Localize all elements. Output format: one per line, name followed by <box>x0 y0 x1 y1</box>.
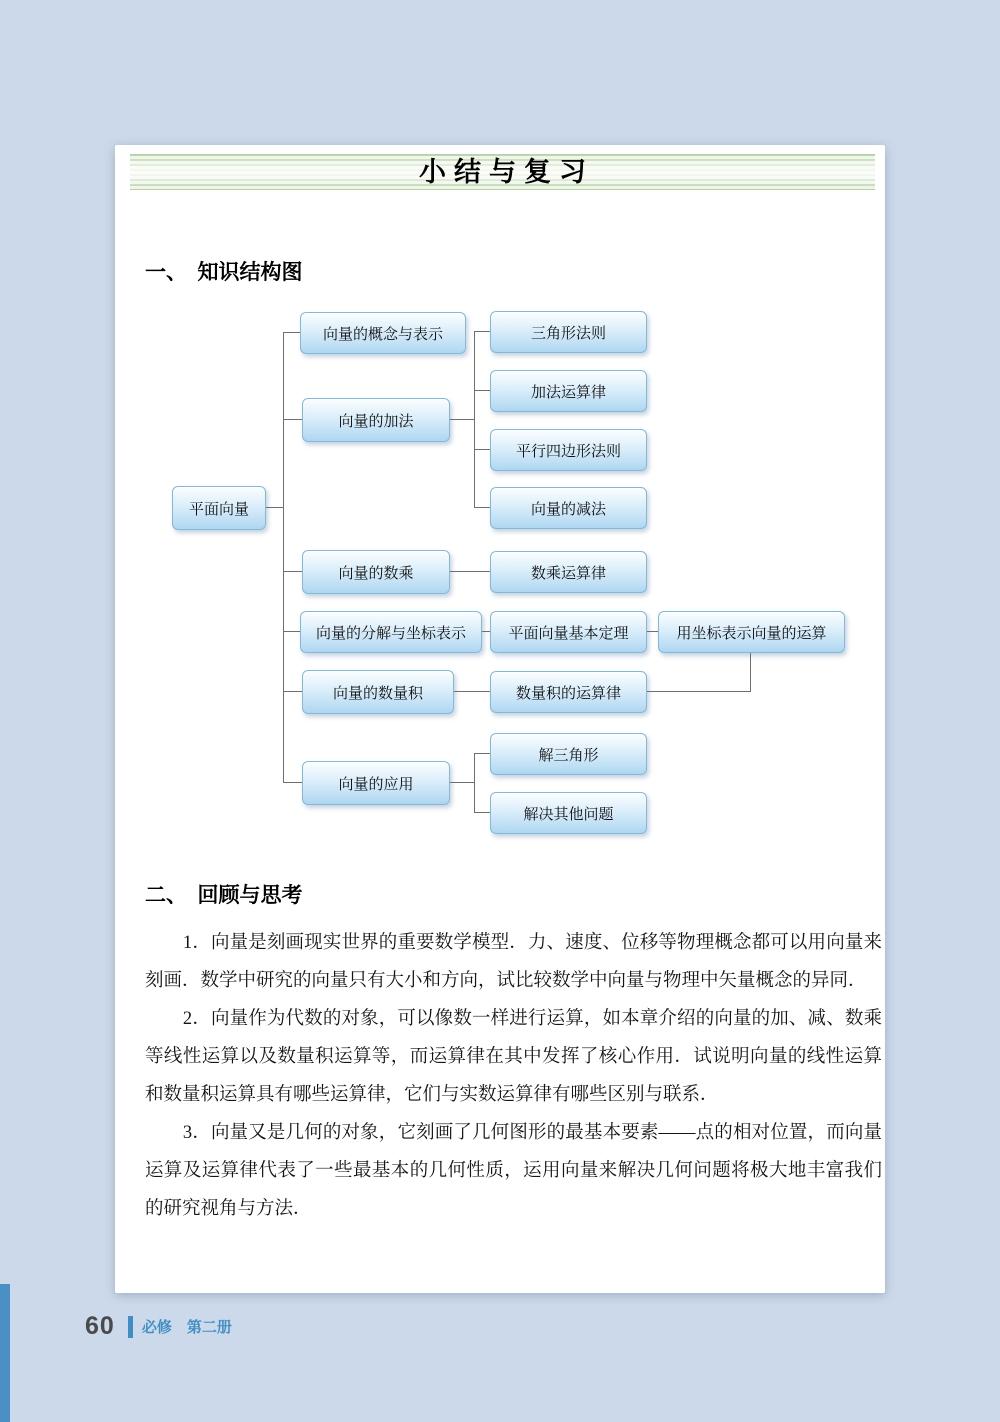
node-plane-vector: 平面向量 <box>172 486 266 530</box>
connector-line <box>283 332 284 782</box>
connector-line <box>283 571 302 572</box>
node-vector-application: 向量的应用 <box>302 761 450 805</box>
connector-line <box>283 691 302 692</box>
review-paragraph-2: 2．向量作为代数的对象，可以像数一样进行运算，如本章介绍的向量的加、减、数乘等线性运算以及数量积运算等，而运算律在其中发挥了核心作用．试说明向量的线性运算和数量积运算具有哪些运算律，它们与实数运算律有哪些区别与联系． <box>145 1009 882 1105</box>
node-addition-laws: 加法运算律 <box>490 370 647 412</box>
connector-line <box>474 507 490 508</box>
node-decomposition-coordinates: 向量的分解与坐标表示 <box>300 611 482 653</box>
node-coordinate-operations: 用坐标表示向量的运算 <box>658 611 845 653</box>
connector-line <box>750 651 751 691</box>
connector-line <box>645 691 751 692</box>
connector-line <box>474 331 490 332</box>
node-triangle-rule: 三角形法则 <box>490 311 647 353</box>
book-label: 必修 第二册 <box>141 1319 232 1336</box>
page-number: 60 <box>85 1312 115 1340</box>
connector-line <box>448 419 474 420</box>
connector-line <box>474 390 490 391</box>
node-scalar-multiplication: 向量的数乘 <box>302 550 450 594</box>
node-solve-other-problems: 解决其他问题 <box>490 792 647 834</box>
connector-line <box>283 332 300 333</box>
review-paragraph-1: 1．向量是刻画现实世界的重要数学模型．力、速度、位移等物理概念都可以用向量来刻画．数学中研究的向量只有大小和方向，试比较数学中向量与物理中矢量概念的异同． <box>145 933 882 991</box>
node-parallelogram-rule: 平行四边形法则 <box>490 429 647 471</box>
node-vector-subtraction: 向量的减法 <box>490 487 647 529</box>
connector-line <box>283 631 300 632</box>
chapter-banner <box>130 154 875 190</box>
section-heading-review: 二、 回顾与思考 <box>145 884 303 907</box>
node-dot-product: 向量的数量积 <box>302 670 454 714</box>
review-paragraph-3: 3．向量又是几何的对象，它刻画了几何图形的最基本要素——点的相对位置，而向量运算及运算律代表了一些最基本的几何性质，运用向量来解决几何问题将极大地丰富我们的研究视角与方法． <box>145 1123 882 1219</box>
connector-line <box>452 691 490 692</box>
node-vector-addition: 向量的加法 <box>302 398 450 442</box>
page-footer <box>85 1312 232 1341</box>
connector-line <box>474 753 490 754</box>
banner-title: 小结与复习 <box>419 156 594 187</box>
node-concept-representation: 向量的概念与表示 <box>300 312 466 354</box>
connector-line <box>264 507 283 508</box>
node-basic-theorem: 平面向量基本定理 <box>490 611 647 653</box>
node-scalar-mult-laws: 数乘运算律 <box>490 551 647 593</box>
connector-line <box>448 782 474 783</box>
connector-line <box>474 449 490 450</box>
connector-line <box>474 331 475 507</box>
footer-divider-bar <box>128 1316 133 1338</box>
node-solve-triangle: 解三角形 <box>490 733 647 775</box>
connector-line <box>474 812 490 813</box>
page-edge-tab <box>0 1284 10 1422</box>
connector-line <box>283 782 302 783</box>
section-heading-structure: 一、 知识结构图 <box>145 261 303 284</box>
review-text <box>145 924 882 1228</box>
node-dot-product-laws: 数量积的运算律 <box>490 671 647 713</box>
connector-line <box>474 753 475 812</box>
connector-line <box>283 419 302 420</box>
connector-line <box>448 571 490 572</box>
